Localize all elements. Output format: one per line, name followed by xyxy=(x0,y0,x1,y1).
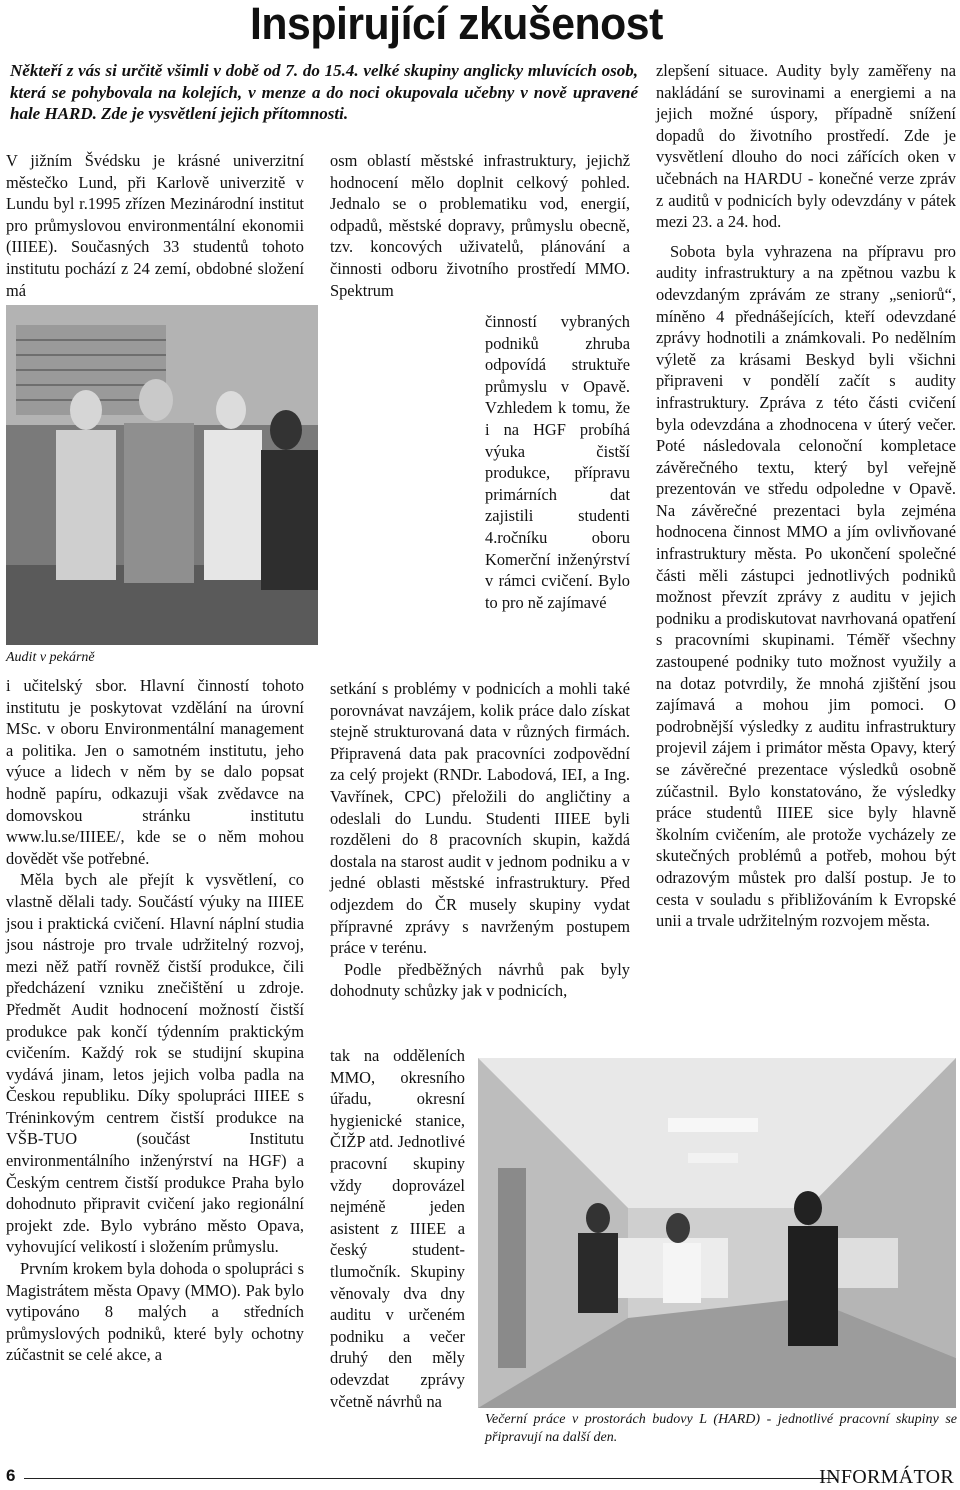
col1-paragraph: Prvním krokem byla dohoda o spolupráci s Magistrátem města Opavy (MMO). Pak bylo vytipováno 8 malých a středních průmyslových podniků, které byly ochotny zúčastnit se celé akce, a xyxy=(6,1259,304,1365)
photo-caption-bakery: Audit v pekárně xyxy=(6,650,95,665)
article-lead: Někteří z vás si určitě všimli v době od 7. do 15.4. velké skupiny anglicky mluvících osob, která se pohybovala na kolejích, v menze a do noci okupovala učebny v nově upravené hale HARD. Zde je vysvětlení jejich přítomnosti. xyxy=(10,61,638,123)
footer-rule xyxy=(24,1478,834,1479)
photo-bakery-audit xyxy=(6,305,318,645)
photo-evening-work xyxy=(478,1058,956,1408)
col1-paragraph: Měla bych ale přejít k vysvětlení, co vlastně dělali tady. Součástí výuky na IIIEE jsou i praktická cvičení. Hlavní náplní studia jsou nástroje pro trvale udržitelný rozvoj, mezi něž patří rovněž čistší produkce, čili předcházení vzniku znečištění u zdroje. Předmět Audit hodnocení možností čistší produkce pak končí týdenním praktickým cvičením. Každý rok se studijní skupina vydává jinam, letos jejich volba padla na Českou republiku. Díky spolupráci IIIEE s Tréninkovým centrem čistší produkce na VŠB-TUO (součást Institutu environmentálního inženýrství na HGF) a Českým centrem čistší produkce Praha bylo dohodnuto připravit cvičení jako regionální projekt zde. Bylo vybráno město Opava, vyhovující velikostí i složením průmyslu. xyxy=(6,870,304,1257)
col3-paragraph: Sobota byla vyhrazena na přípravu pro audity infrastruktury a na zpětnou vazbu k odevzdaným zprávám ze strany „seniorů“, míněno 4 přednášejících, kteří odevzdané zprávy hodnotili a známkovali. Po nedělním výletě za krásami Beskyd byli všichni připraveni v pondělí začít s audity infrastruktury. Zpráva z této části cvičení byla odevzdána a zhodnocena v úterý večer. Poté následovala celonoční kompletace závěrečného textu, který byl veřejně prezentován ve středu odpoledne v Opavě. Na závěrečné prezentaci byla zejména hodnocena činnost MMO a jím ovlivňované infrastruktury města. Po ukončení společné části měli zástupci jednotlivých podniků možnost převzít zprávy z auditu v jejich podniku a prodiskutovat navrhovaná opatření s pracovními skupinami. Téměř všechny zastoupené podniky tuto možnost využily a na dotaz potvrdily, že mnohá zjištění jsou zajímavá a mohou jim pomoci. O podrobnější výsledky z auditu infrastruktury projevil zájem i primátor města Opavy, který se závěrečné prezentace výsledků osobně zúčastnil. Bylo konstatováno, že výsledky práce studentů IIIEE sice byly hlavně školním cvičením, ale protože vycházely ze skutečných problémů a potřeb, mohou být odrazovým můstek pro další postup. Je to cesta v souladu s přibližováním k Evropské unii a trvale udržitelným rozvojem města. xyxy=(656,241,956,931)
col2-middle-paragraph: setkání s problémy v podnicích a mohli také porovnávat navzájem, kolik práce dalo získat stejně strukturovaná data v různých firmách. Připravená data pak pracovníci zodpovědní za celý projekt (RNDr. Labodová, IEI, a Ing. Vavřínek, CPC) přeložili do angličtiny a odeslali do Lundu. Studenti IIIEE byli rozděleni do 8 pracovních skupin, každá dostala na starost audit v jednom podniku a v jedné oblasti městské infrastruktury. Před odjezdem do ČR musely skupiny vydat přípravné zprávy s navrženým postupem práce v terénu. xyxy=(330,679,630,958)
col1-body xyxy=(6,675,304,1366)
col2-top-paragraph: osm oblastí městské infrastruktury, jejichž hodnocení mělo doplnit celkový pohled. Jednalo se o problematiku vod, energií, odpadů, městské dopravy, průmyslu obecně, tzv. koncových uživatelů, plánování a činnosti odboru životního prostředí MMO. Spektrum xyxy=(330,151,630,300)
col3-body xyxy=(656,60,956,932)
col1-paragraph: i učitelský sbor. Hlavní činností tohoto institutu je poskytovat vzdělání na úrovní MSc. v oboru Environmentální management a politika. Jen o samotném institutu, jeho výuce a lidech v něm by se dalo popsat hodně papíru, odkazuji však zvědavce na domovskou stránku institutu www.lu.se/IIIEE/, kde se o něm mohou dovědět vše potřebné. xyxy=(6,676,304,868)
photo-caption-evening: Večerní práce v prostorách budovy L (HARD) - jednotlivé pracovní skupiny se připravují na další den. xyxy=(485,1412,957,1445)
hallway-photo-illustration xyxy=(478,1058,956,1408)
magazine-name: INFORMÁTOR xyxy=(819,1466,954,1488)
page-number: 6 xyxy=(6,1466,16,1485)
col2-narrow-text xyxy=(485,311,630,613)
bakery-photo-illustration xyxy=(6,305,318,645)
col2-top-text xyxy=(330,150,630,301)
col1-top-text xyxy=(6,150,304,301)
col2-bottom-paragraph: tak na odděleních MMO, okresního úřadu, okresní hygienické stanice, ČIŽP atd. Jednotlivé pracovní skupiny vždy doprovázel nejméně jeden asistent z IIIEE a český student-tlumočník. Skupiny věnovaly dva dny auditu v určeném podniku a večer druhý den měly odevzdat zprávy včetně návrhů na xyxy=(330,1046,465,1411)
col3-paragraph: zlepšení situace. Audity byly zaměřeny na nakládání se surovinami a energiemi a na jejich možné úspory, případně snížení dopadů do životního prostředí. Zde je vysvětlení dlouho do noci zářících oken v učebnách na HARDU - konečné verze zpráv z auditů v podnicích byly odevzdány v pátek mezi 23. a 24. hod. xyxy=(656,61,956,232)
col2-narrow-paragraph: činností vybraných podniků zhruba odpovídá struktuře průmyslu v Opavě. Vzhledem k tomu, že i na HGF probíhá výuka čistší produkce, přípravu primárních dat zajistili studenti 4.ročníku oboru Komerční inženýrství v rámci cvičení. Bylo to pro ně zajímavé xyxy=(485,312,630,612)
col2-paragraph: Podle předběžných návrhů pak byly dohodnuty schůzky jak v podnicích, xyxy=(330,959,630,1001)
col2-bottom-text xyxy=(330,1045,465,1412)
col2-middle-text xyxy=(330,678,630,1002)
col1-top-paragraph: V jižním Švédsku je krásné univerzitní městečko Lund, při Karlově univerzitě v Lundu byl r.1995 zřízen Mezinárodní institut pro průmyslovou environmentální ekonomii (IIIEE). Současných 33 studentů tohoto institutu pochází z 24 zemí, obdobné složení má xyxy=(6,151,304,300)
article-title: Inspirující zkušenost xyxy=(250,0,663,49)
